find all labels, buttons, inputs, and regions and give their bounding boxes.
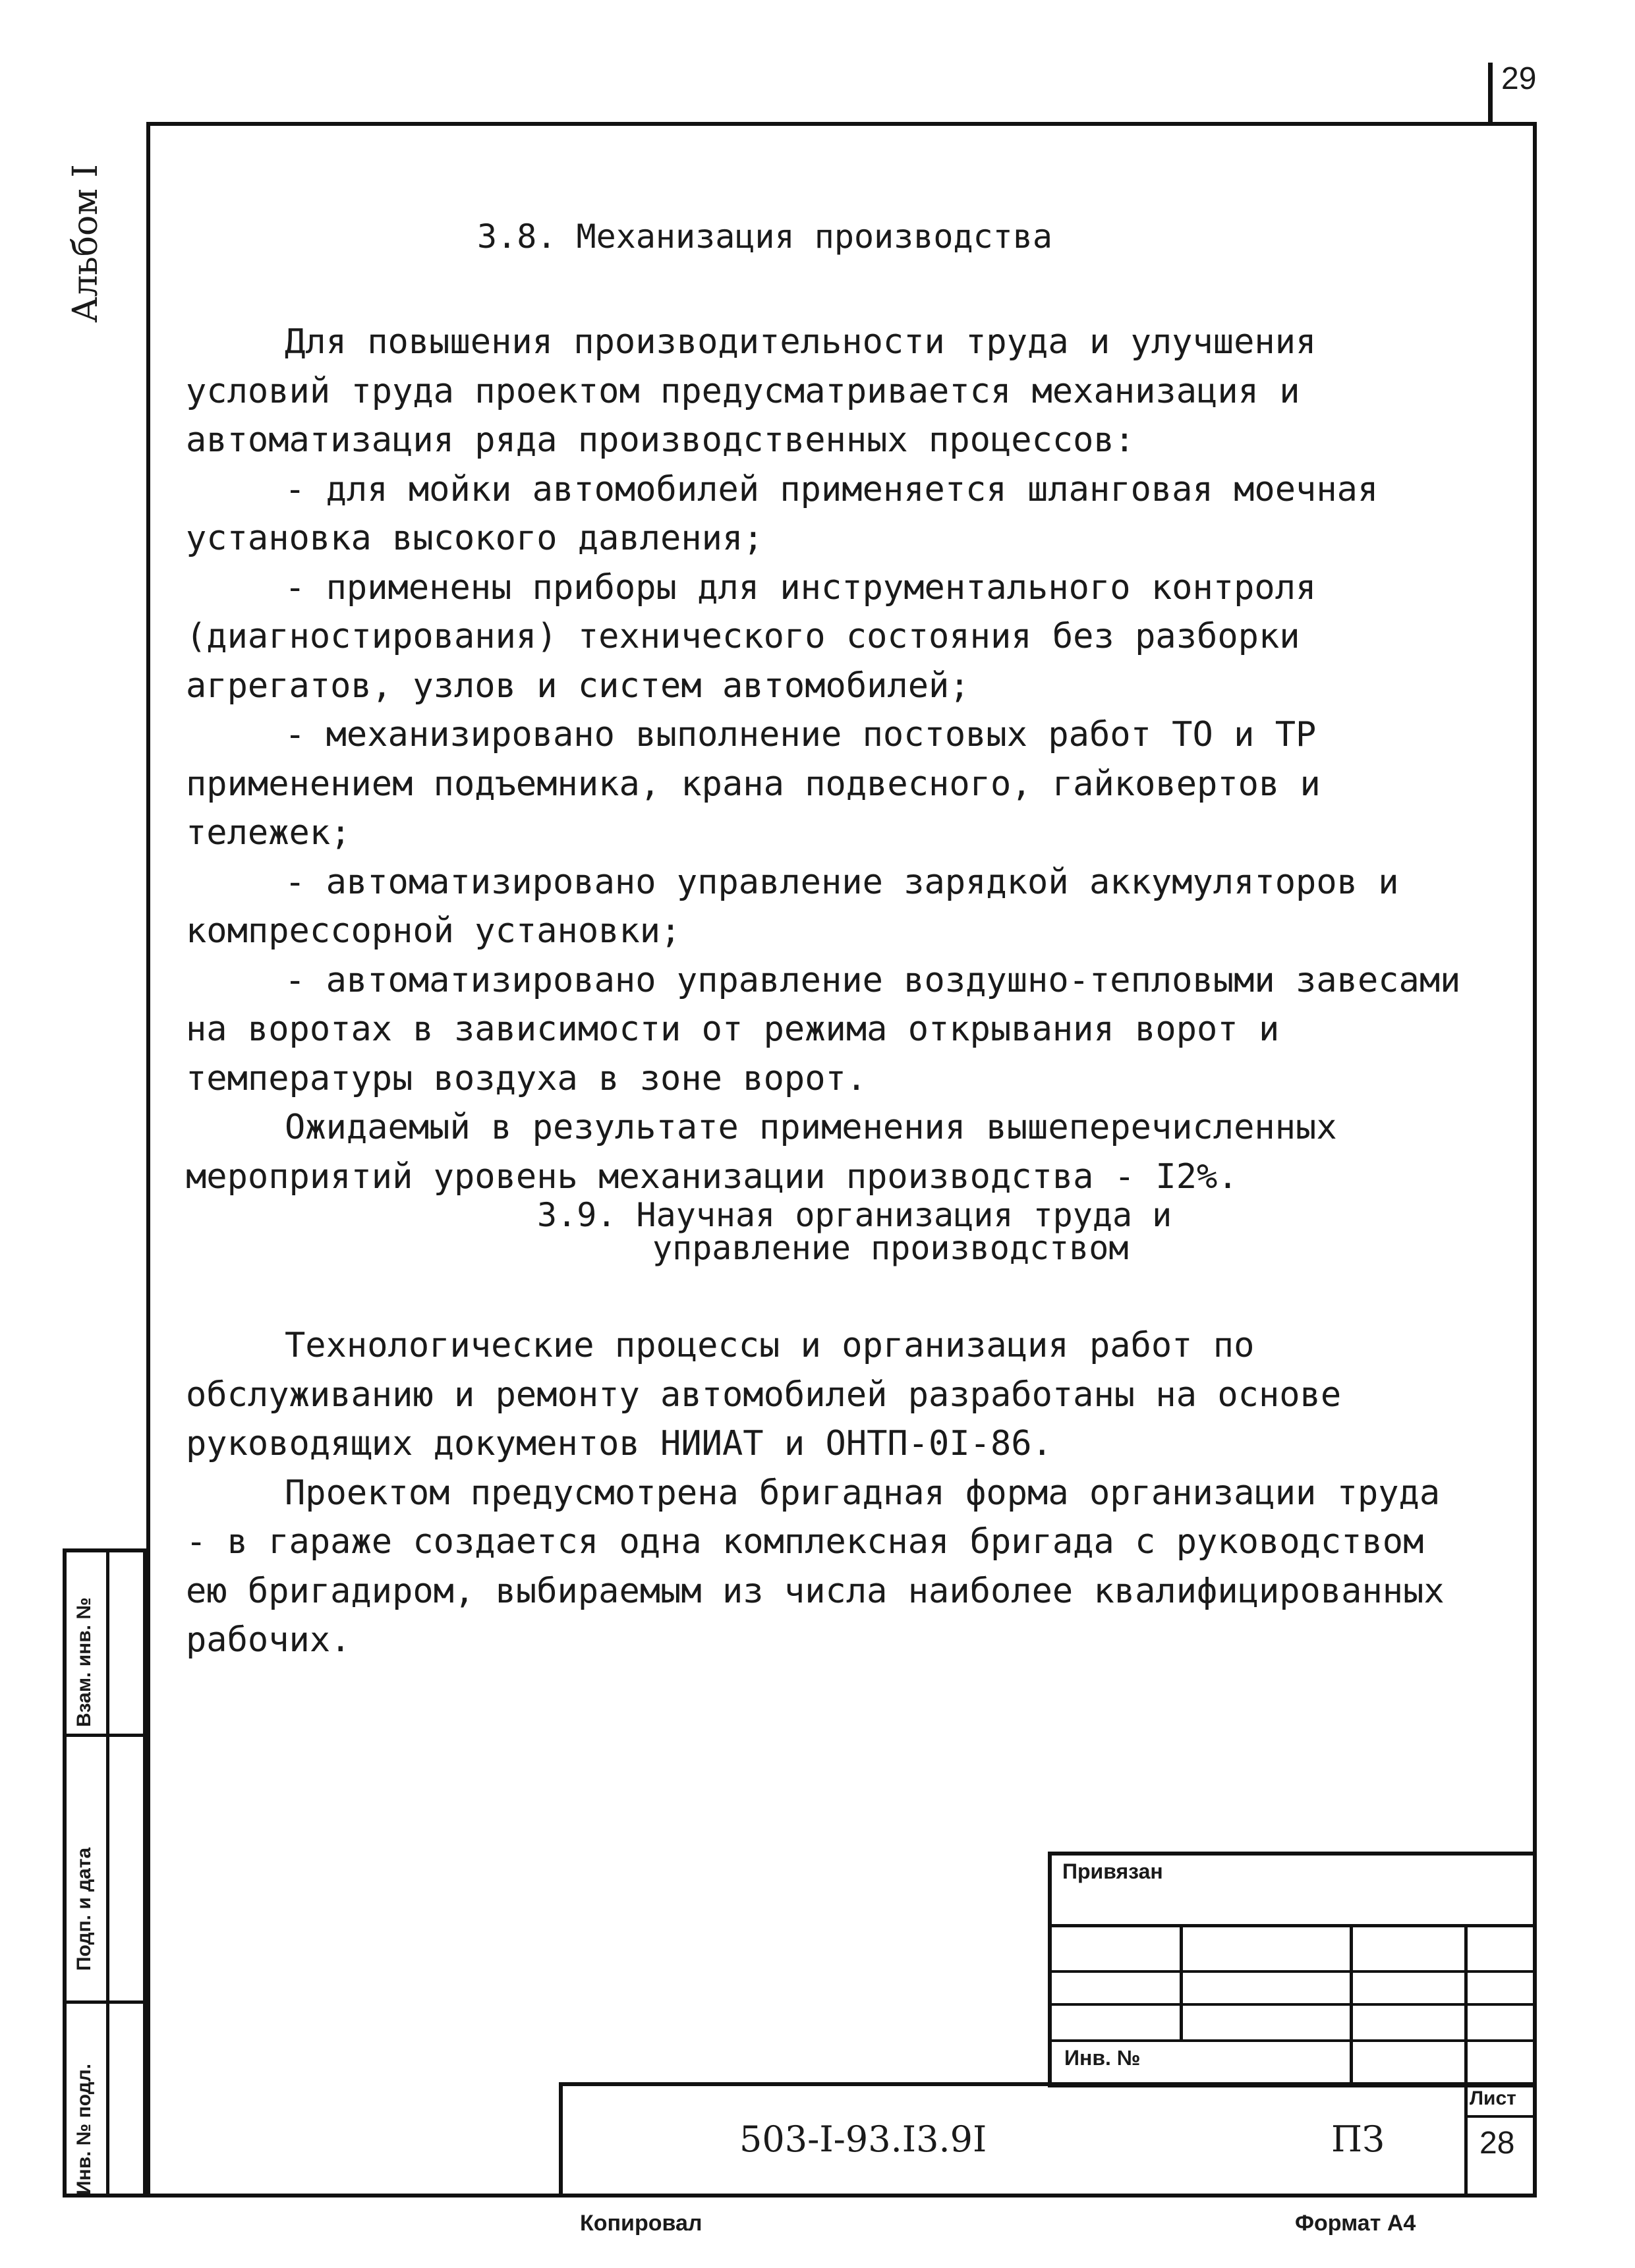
section-3-9-heading-line1: 3.9. Научная организация труда и [537,1196,1172,1234]
list-item: - механизировано выполнение постовых работ ТО и ТР применением подъемника, крана подвесного, гайковертов и тележек; [186,715,1321,853]
list-item: - автоматизировано управление зарядкой аккумуляторов и компрессорной установки; [186,862,1399,951]
paragraph: Проектом предусмотрена бригадная форма организации труда - в гараже создается одна комплексная бригада с руководством ею бригадиром, выбираемым из числа наиболее квалифицированных рабочих. [186,1473,1445,1660]
paragraph: Ожидаемый в результате применения вышеперечисленных мероприятий уровень механизации производства - I2%. [186,1108,1337,1197]
vzam-inv-label: Взам. инв. № [73,1597,95,1727]
page-number: 29 [1501,61,1537,96]
podp-data-label: Подп. и дата [73,1847,95,1971]
inv-podl-label: Инв. № подл. [73,2063,95,2195]
album-label: Альбом I [66,164,105,323]
page-number-bar [1488,63,1493,123]
copied-label: Копировал [580,2211,703,2236]
list-item: - для мойки автомобилей применяется шланговая моечная установка высокого давления; [186,469,1379,558]
paragraph: Для повышения производительности труда и улучшения условий труда проектом предусматривается механизация и автоматизация ряда производственных процессов: [186,322,1317,460]
list-item: - автоматизировано управление воздушно-тепловыми завесами на воротах в зависимости от режима открывания ворот и температуры воздуха в зоне ворот. [186,960,1461,1098]
format-label: Формат А4 [1295,2211,1416,2236]
title-block-main [559,2082,1537,2197]
paragraph: Технологические процессы и организация работ по обслуживанию и ремонту автомобилей разработаны на основе руководящих документов НИИАТ и ОНТП-0I-86. [186,1326,1342,1463]
list-item: - применены приборы для инструментального контроля (диагностирования) технического состояния без разборки агрегатов, узлов и систем автомобилей; [186,567,1317,706]
sheet-label: Лист [1470,2087,1516,2109]
document-code: 503-I-93.I3.9I [739,2118,987,2160]
privyazan-label: Привязан [1062,1859,1163,1883]
sheet-number: 28 [1479,2126,1515,2161]
section-3-8-body [186,318,1477,1201]
section-3-8-heading: 3.8. Механизация производства [477,217,1052,256]
document-part: ПЗ [1331,2118,1385,2160]
side-stamp [63,1548,147,2197]
section-3-9-heading-line2: управление производством [652,1229,1129,1267]
inv-no-label: Инв. № [1064,2046,1141,2070]
section-3-9-body [186,1321,1477,1665]
